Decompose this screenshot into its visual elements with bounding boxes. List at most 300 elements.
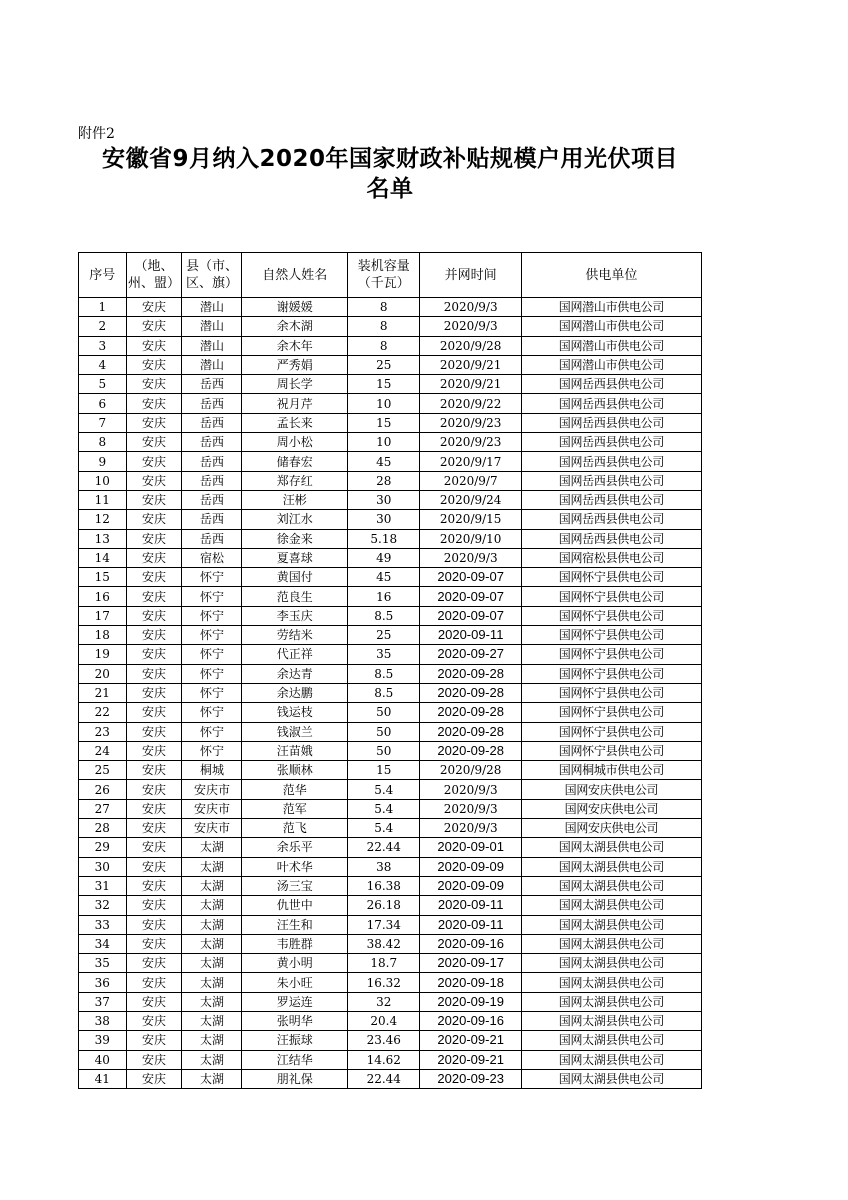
cell-capacity: 26.18 (348, 896, 420, 915)
cell-seq: 36 (79, 973, 127, 992)
cell-capacity: 15 (348, 761, 420, 780)
table-row (79, 606, 702, 625)
cell-supplier: 国网安庆供电公司 (521, 819, 701, 838)
cell-grid-date: 2020-09-28 (420, 722, 521, 741)
cell-name: 韦胜群 (242, 934, 348, 953)
cell-county: 太湖 (182, 857, 242, 876)
table-row (79, 626, 702, 645)
cell-name: 徐金来 (242, 529, 348, 548)
cell-region: 安庆 (126, 683, 182, 702)
cell-region: 安庆 (126, 992, 182, 1011)
cell-capacity: 5.4 (348, 819, 420, 838)
table-row (79, 317, 702, 336)
cell-county: 怀宁 (182, 587, 242, 606)
cell-seq: 8 (79, 433, 127, 452)
table-row (79, 645, 702, 664)
cell-grid-date: 2020-09-09 (420, 876, 521, 895)
cell-seq: 22 (79, 703, 127, 722)
cell-supplier: 国网太湖县供电公司 (521, 838, 701, 857)
cell-county: 怀宁 (182, 626, 242, 645)
cell-supplier: 国网怀宁县供电公司 (521, 606, 701, 625)
cell-supplier: 国网怀宁县供电公司 (521, 645, 701, 664)
cell-supplier: 国网怀宁县供电公司 (521, 683, 701, 702)
cell-seq: 27 (79, 799, 127, 818)
cell-capacity: 16 (348, 587, 420, 606)
header-name: 自然人姓名 (242, 253, 348, 298)
cell-supplier: 国网岳西县供电公司 (521, 452, 701, 471)
cell-grid-date: 2020-09-27 (420, 645, 521, 664)
cell-grid-date: 2020-09-28 (420, 703, 521, 722)
cell-seq: 9 (79, 452, 127, 471)
table-row (79, 471, 702, 490)
cell-supplier: 国网岳西县供电公司 (521, 375, 701, 394)
cell-name: 朋礼保 (242, 1069, 348, 1088)
cell-supplier: 国网岳西县供电公司 (521, 394, 701, 413)
cell-capacity: 50 (348, 703, 420, 722)
cell-county: 太湖 (182, 954, 242, 973)
cell-grid-date: 2020/9/24 (420, 490, 521, 509)
title-line-2: 名单 (366, 176, 414, 202)
cell-county: 潜山 (182, 317, 242, 336)
cell-county: 桐城 (182, 761, 242, 780)
cell-seq: 28 (79, 819, 127, 838)
table-row (79, 876, 702, 895)
cell-capacity: 50 (348, 741, 420, 760)
cell-supplier: 国网怀宁县供电公司 (521, 568, 701, 587)
table-body (79, 298, 702, 1089)
cell-capacity: 25 (348, 355, 420, 374)
cell-grid-date: 2020-09-28 (420, 683, 521, 702)
table-row (79, 761, 702, 780)
header-capacity: 装机容量（千瓦） (348, 253, 420, 298)
cell-supplier: 国网怀宁县供电公司 (521, 664, 701, 683)
cell-seq: 2 (79, 317, 127, 336)
table-row (79, 954, 702, 973)
table-header-row (79, 253, 702, 298)
cell-seq: 14 (79, 548, 127, 567)
cell-seq: 38 (79, 1011, 127, 1030)
cell-seq: 11 (79, 490, 127, 509)
cell-grid-date: 2020/9/23 (420, 433, 521, 452)
cell-county: 怀宁 (182, 645, 242, 664)
cell-name: 夏喜球 (242, 548, 348, 567)
cell-supplier: 国网太湖县供电公司 (521, 992, 701, 1011)
cell-name: 钱运枝 (242, 703, 348, 722)
cell-region: 安庆 (126, 799, 182, 818)
cell-grid-date: 2020-09-09 (420, 857, 521, 876)
cell-capacity: 10 (348, 394, 420, 413)
cell-grid-date: 2020/9/3 (420, 298, 521, 317)
cell-region: 安庆 (126, 317, 182, 336)
cell-county: 潜山 (182, 336, 242, 355)
cell-region: 安庆 (126, 645, 182, 664)
cell-grid-date: 2020-09-07 (420, 587, 521, 606)
cell-seq: 30 (79, 857, 127, 876)
table-row (79, 819, 702, 838)
cell-capacity: 15 (348, 413, 420, 432)
table-row (79, 915, 702, 934)
cell-supplier: 国网太湖县供电公司 (521, 1050, 701, 1069)
cell-capacity: 45 (348, 568, 420, 587)
cell-seq: 1 (79, 298, 127, 317)
cell-supplier: 国网岳西县供电公司 (521, 510, 701, 529)
cell-grid-date: 2020/9/10 (420, 529, 521, 548)
cell-region: 安庆 (126, 915, 182, 934)
cell-supplier: 国网太湖县供电公司 (521, 896, 701, 915)
cell-grid-date: 2020-09-28 (420, 741, 521, 760)
cell-supplier: 国网太湖县供电公司 (521, 1069, 701, 1088)
cell-region: 安庆 (126, 490, 182, 509)
cell-name: 劳结米 (242, 626, 348, 645)
cell-seq: 12 (79, 510, 127, 529)
cell-supplier: 国网太湖县供电公司 (521, 1011, 701, 1030)
cell-county: 岳西 (182, 510, 242, 529)
table-row (79, 355, 702, 374)
cell-capacity: 10 (348, 433, 420, 452)
cell-region: 安庆 (126, 1069, 182, 1088)
cell-seq: 23 (79, 722, 127, 741)
cell-name: 叶术华 (242, 857, 348, 876)
cell-seq: 4 (79, 355, 127, 374)
cell-capacity: 8.5 (348, 664, 420, 683)
cell-region: 安庆 (126, 452, 182, 471)
table-row (79, 394, 702, 413)
cell-region: 安庆 (126, 587, 182, 606)
cell-capacity: 5.4 (348, 780, 420, 799)
cell-supplier: 国网安庆供电公司 (521, 799, 701, 818)
cell-county: 安庆市 (182, 799, 242, 818)
table-row (79, 433, 702, 452)
cell-grid-date: 2020/9/23 (420, 413, 521, 432)
cell-grid-date: 2020-09-07 (420, 568, 521, 587)
cell-region: 安庆 (126, 954, 182, 973)
cell-grid-date: 2020-09-11 (420, 915, 521, 934)
cell-seq: 18 (79, 626, 127, 645)
cell-supplier: 国网太湖县供电公司 (521, 934, 701, 953)
cell-supplier: 国网潜山市供电公司 (521, 336, 701, 355)
cell-capacity: 30 (348, 510, 420, 529)
cell-seq: 35 (79, 954, 127, 973)
cell-seq: 17 (79, 606, 127, 625)
table-row (79, 683, 702, 702)
table-row (79, 934, 702, 953)
cell-capacity: 32 (348, 992, 420, 1011)
table-row (79, 298, 702, 317)
cell-name: 汤三宝 (242, 876, 348, 895)
cell-region: 安庆 (126, 568, 182, 587)
table-row (79, 1069, 702, 1088)
cell-capacity: 20.4 (348, 1011, 420, 1030)
cell-seq: 33 (79, 915, 127, 934)
cell-county: 太湖 (182, 838, 242, 857)
attachment-label: 附件2 (78, 126, 115, 142)
header-supplier: 供电单位 (521, 253, 701, 298)
cell-supplier: 国网怀宁县供电公司 (521, 626, 701, 645)
cell-name: 储春宏 (242, 452, 348, 471)
cell-region: 安庆 (126, 876, 182, 895)
cell-grid-date: 2020/9/3 (420, 317, 521, 336)
cell-supplier: 国网岳西县供电公司 (521, 529, 701, 548)
cell-seq: 29 (79, 838, 127, 857)
cell-seq: 5 (79, 375, 127, 394)
cell-name: 谢媛媛 (242, 298, 348, 317)
cell-grid-date: 2020-09-07 (420, 606, 521, 625)
cell-county: 怀宁 (182, 606, 242, 625)
cell-seq: 40 (79, 1050, 127, 1069)
cell-name: 祝月芹 (242, 394, 348, 413)
cell-county: 潜山 (182, 298, 242, 317)
cell-region: 安庆 (126, 375, 182, 394)
cell-supplier: 国网太湖县供电公司 (521, 915, 701, 934)
cell-region: 安庆 (126, 664, 182, 683)
cell-name: 余木湖 (242, 317, 348, 336)
cell-county: 太湖 (182, 992, 242, 1011)
header-seq: 序号 (79, 253, 127, 298)
cell-capacity: 30 (348, 490, 420, 509)
header-grid-date: 并网时间 (420, 253, 521, 298)
cell-seq: 7 (79, 413, 127, 432)
table-row (79, 664, 702, 683)
cell-name: 代正祥 (242, 645, 348, 664)
cell-county: 太湖 (182, 973, 242, 992)
table-row (79, 452, 702, 471)
cell-supplier: 国网太湖县供电公司 (521, 973, 701, 992)
cell-county: 太湖 (182, 1011, 242, 1030)
cell-county: 太湖 (182, 1050, 242, 1069)
table-row (79, 1031, 702, 1050)
cell-seq: 24 (79, 741, 127, 760)
cell-supplier: 国网太湖县供电公司 (521, 1031, 701, 1050)
cell-capacity: 35 (348, 645, 420, 664)
cell-region: 安庆 (126, 394, 182, 413)
cell-region: 安庆 (126, 722, 182, 741)
cell-name: 余达鹏 (242, 683, 348, 702)
header-county: 县（市、区、旗） (182, 253, 242, 298)
cell-county: 太湖 (182, 934, 242, 953)
cell-county: 岳西 (182, 490, 242, 509)
cell-supplier: 国网潜山市供电公司 (521, 355, 701, 374)
cell-supplier: 国网怀宁县供电公司 (521, 587, 701, 606)
cell-supplier: 国网太湖县供电公司 (521, 954, 701, 973)
cell-county: 宿松 (182, 548, 242, 567)
cell-name: 刘江水 (242, 510, 348, 529)
cell-capacity: 49 (348, 548, 420, 567)
cell-seq: 10 (79, 471, 127, 490)
cell-grid-date: 2020/9/21 (420, 355, 521, 374)
cell-county: 岳西 (182, 413, 242, 432)
cell-supplier: 国网怀宁县供电公司 (521, 703, 701, 722)
cell-name: 仇世中 (242, 896, 348, 915)
table-row (79, 510, 702, 529)
table-row (79, 1050, 702, 1069)
cell-capacity: 16.38 (348, 876, 420, 895)
cell-region: 安庆 (126, 529, 182, 548)
cell-name: 范华 (242, 780, 348, 799)
cell-county: 怀宁 (182, 568, 242, 587)
cell-supplier: 国网潜山市供电公司 (521, 317, 701, 336)
cell-region: 安庆 (126, 1011, 182, 1030)
cell-grid-date: 2020-09-28 (420, 664, 521, 683)
cell-region: 安庆 (126, 510, 182, 529)
table-row (79, 973, 702, 992)
cell-grid-date: 2020/9/3 (420, 780, 521, 799)
cell-capacity: 17.34 (348, 915, 420, 934)
cell-supplier: 国网岳西县供电公司 (521, 490, 701, 509)
cell-county: 太湖 (182, 896, 242, 915)
cell-grid-date: 2020/9/3 (420, 548, 521, 567)
cell-name: 范飞 (242, 819, 348, 838)
cell-region: 安庆 (126, 355, 182, 374)
cell-region: 安庆 (126, 819, 182, 838)
project-list-table (78, 252, 702, 1089)
cell-seq: 19 (79, 645, 127, 664)
table-row (79, 992, 702, 1011)
cell-region: 安庆 (126, 703, 182, 722)
cell-supplier: 国网岳西县供电公司 (521, 413, 701, 432)
cell-county: 太湖 (182, 1069, 242, 1088)
cell-region: 安庆 (126, 548, 182, 567)
cell-name: 孟长来 (242, 413, 348, 432)
cell-capacity: 22.44 (348, 838, 420, 857)
table-row (79, 587, 702, 606)
cell-grid-date: 2020/9/22 (420, 394, 521, 413)
cell-region: 安庆 (126, 626, 182, 645)
cell-supplier: 国网怀宁县供电公司 (521, 741, 701, 760)
cell-name: 汪生和 (242, 915, 348, 934)
cell-county: 太湖 (182, 915, 242, 934)
cell-name: 周长学 (242, 375, 348, 394)
cell-seq: 13 (79, 529, 127, 548)
cell-county: 怀宁 (182, 664, 242, 683)
cell-grid-date: 2020-09-18 (420, 973, 521, 992)
cell-region: 安庆 (126, 298, 182, 317)
cell-grid-date: 2020/9/28 (420, 761, 521, 780)
cell-grid-date: 2020-09-16 (420, 934, 521, 953)
cell-capacity: 5.4 (348, 799, 420, 818)
cell-seq: 25 (79, 761, 127, 780)
table-row (79, 799, 702, 818)
cell-seq: 39 (79, 1031, 127, 1050)
table-row (79, 548, 702, 567)
cell-county: 潜山 (182, 355, 242, 374)
cell-name: 范良生 (242, 587, 348, 606)
cell-county: 岳西 (182, 394, 242, 413)
cell-name: 黄小明 (242, 954, 348, 973)
table-row (79, 1011, 702, 1030)
cell-capacity: 14.62 (348, 1050, 420, 1069)
cell-region: 安庆 (126, 336, 182, 355)
cell-capacity: 50 (348, 722, 420, 741)
cell-county: 岳西 (182, 375, 242, 394)
cell-region: 安庆 (126, 934, 182, 953)
cell-capacity: 25 (348, 626, 420, 645)
cell-grid-date: 2020/9/28 (420, 336, 521, 355)
cell-county: 安庆市 (182, 819, 242, 838)
cell-grid-date: 2020-09-23 (420, 1069, 521, 1088)
cell-region: 安庆 (126, 896, 182, 915)
cell-name: 黄国付 (242, 568, 348, 587)
cell-region: 安庆 (126, 606, 182, 625)
cell-supplier: 国网安庆供电公司 (521, 780, 701, 799)
cell-capacity: 23.46 (348, 1031, 420, 1050)
cell-name: 余木年 (242, 336, 348, 355)
cell-capacity: 28 (348, 471, 420, 490)
table-row (79, 375, 702, 394)
cell-name: 余乐平 (242, 838, 348, 857)
cell-capacity: 18.7 (348, 954, 420, 973)
cell-seq: 31 (79, 876, 127, 895)
cell-seq: 15 (79, 568, 127, 587)
cell-region: 安庆 (126, 973, 182, 992)
cell-region: 安庆 (126, 741, 182, 760)
cell-grid-date: 2020-09-16 (420, 1011, 521, 1030)
cell-capacity: 5.18 (348, 529, 420, 548)
cell-supplier: 国网桐城市供电公司 (521, 761, 701, 780)
cell-region: 安庆 (126, 838, 182, 857)
cell-capacity: 45 (348, 452, 420, 471)
table-row (79, 838, 702, 857)
cell-name: 郑存红 (242, 471, 348, 490)
cell-grid-date: 2020/9/7 (420, 471, 521, 490)
cell-grid-date: 2020-09-01 (420, 838, 521, 857)
cell-county: 岳西 (182, 471, 242, 490)
table-row (79, 568, 702, 587)
cell-grid-date: 2020-09-11 (420, 626, 521, 645)
cell-capacity: 8 (348, 298, 420, 317)
cell-seq: 6 (79, 394, 127, 413)
cell-capacity: 38.42 (348, 934, 420, 953)
cell-supplier: 国网太湖县供电公司 (521, 857, 701, 876)
cell-name: 张明华 (242, 1011, 348, 1030)
cell-capacity: 8.5 (348, 683, 420, 702)
cell-supplier: 国网宿松县供电公司 (521, 548, 701, 567)
table-row (79, 490, 702, 509)
cell-county: 安庆市 (182, 780, 242, 799)
cell-grid-date: 2020/9/3 (420, 799, 521, 818)
cell-county: 岳西 (182, 452, 242, 471)
cell-capacity: 8 (348, 317, 420, 336)
cell-name: 汪苗娥 (242, 741, 348, 760)
cell-name: 严秀娟 (242, 355, 348, 374)
cell-region: 安庆 (126, 471, 182, 490)
cell-grid-date: 2020/9/21 (420, 375, 521, 394)
cell-region: 安庆 (126, 413, 182, 432)
cell-grid-date: 2020/9/15 (420, 510, 521, 529)
table-row (79, 780, 702, 799)
table-row (79, 529, 702, 548)
cell-name: 江结华 (242, 1050, 348, 1069)
table-row (79, 857, 702, 876)
cell-county: 岳西 (182, 529, 242, 548)
cell-county: 太湖 (182, 876, 242, 895)
cell-grid-date: 2020/9/17 (420, 452, 521, 471)
cell-supplier: 国网岳西县供电公司 (521, 433, 701, 452)
cell-name: 周小松 (242, 433, 348, 452)
cell-name: 范军 (242, 799, 348, 818)
table-row (79, 413, 702, 432)
cell-name: 余达青 (242, 664, 348, 683)
table-row (79, 703, 702, 722)
cell-region: 安庆 (126, 857, 182, 876)
cell-capacity: 16.32 (348, 973, 420, 992)
page-title (70, 144, 710, 204)
cell-region: 安庆 (126, 1031, 182, 1050)
cell-county: 怀宁 (182, 722, 242, 741)
cell-region: 安庆 (126, 761, 182, 780)
header-region: （地、州、盟） (126, 253, 182, 298)
cell-supplier: 国网太湖县供电公司 (521, 876, 701, 895)
table-row (79, 336, 702, 355)
